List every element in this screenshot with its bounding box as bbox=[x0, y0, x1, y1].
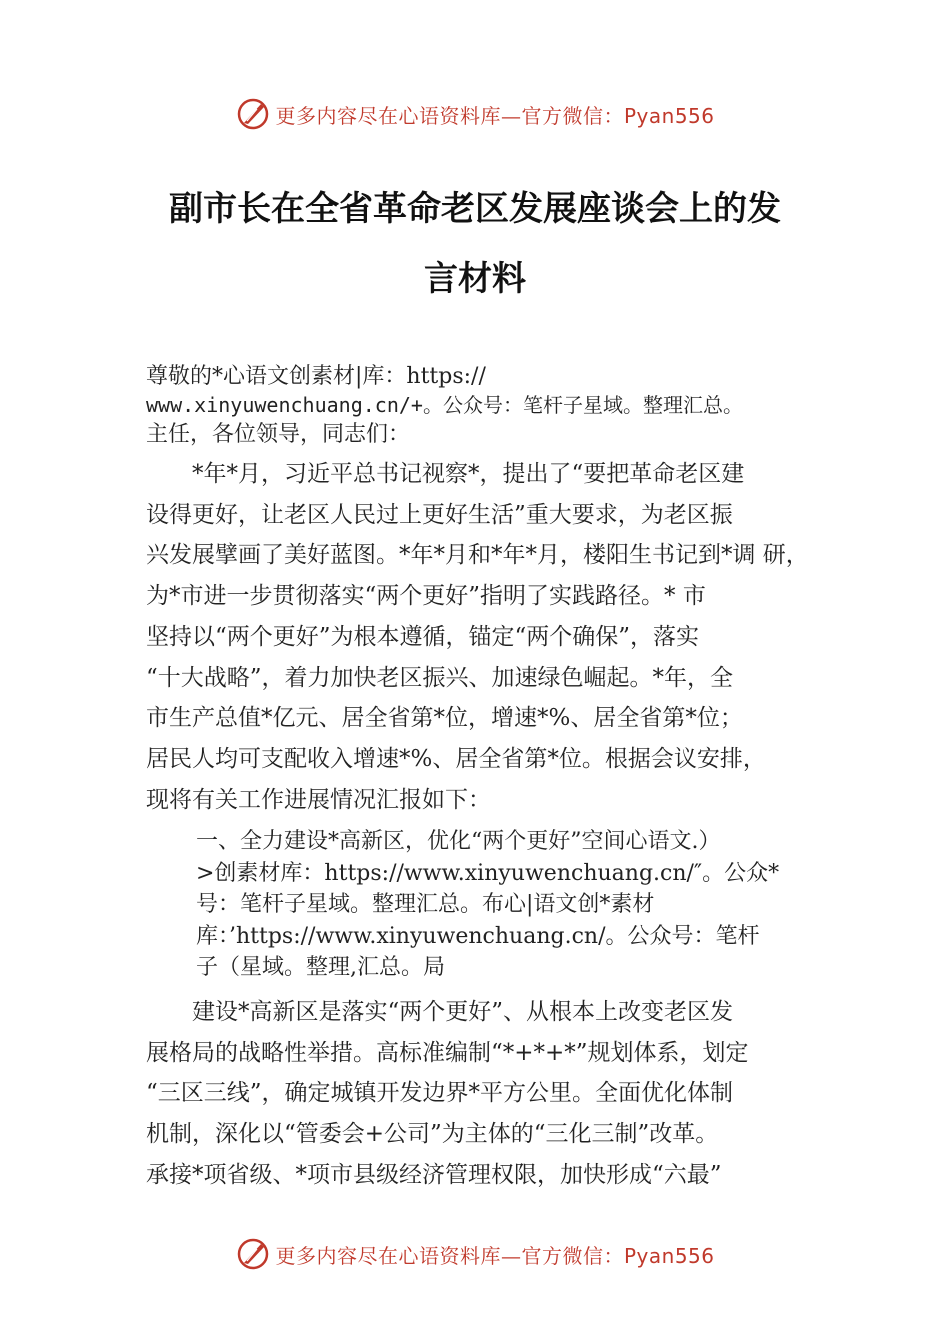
paragraph-line: 展格局的战略性举措。高标准编制“*+*+*”规划体系，划定 bbox=[146, 1039, 749, 1066]
heading-line: 库：’https://www.xinyuwenchuang.cn/。公众号：笔杆 bbox=[196, 923, 760, 949]
paragraph-line: 建设*高新区是落实“两个更好”、从根本上改变老区发 bbox=[146, 999, 734, 1025]
heading-line: 一、全力建设*高新区，优化“两个更好”空间心语文.） bbox=[196, 829, 721, 854]
paragraph-line: *年*月，习近平总书记视察*，提出了“要把革命老区建 bbox=[146, 461, 745, 487]
banner-handle: Pyan556 bbox=[623, 103, 715, 128]
greeting-line: www.xinyuwenchuang.cn/+。公众号：笔杆子星域。整理汇总。 bbox=[146, 393, 743, 417]
paragraph-line: 现将有关工作进展情况汇报如下： bbox=[146, 786, 491, 813]
paragraph-line: 为*市进一步贯彻落实“两个更好”指明了实践路径。* 市 bbox=[146, 583, 706, 610]
document-title-line-2: 言材料 bbox=[424, 259, 526, 299]
header-watermark-banner bbox=[0, 92, 950, 136]
footer-watermark-banner bbox=[0, 1232, 950, 1276]
document-title-line-1: 副市长在全省革命老区发展座谈会上的发 bbox=[169, 189, 781, 229]
paragraph-line: “三区三线”，确定城镇开发边界*平方公里。全面优化体制 bbox=[146, 1080, 734, 1107]
paragraph-line: 坚持以“两个更好”为根本遵循，锚定“两个确保”，落实 bbox=[146, 623, 700, 650]
paragraph-line: 设得更好，让老区人民过上更好生活”重大要求，为老区振 bbox=[146, 501, 733, 528]
quill-logo-icon bbox=[235, 96, 271, 132]
paragraph-line: “十大战略”，着力加快老区振兴、加速绿色崛起。*年，全 bbox=[146, 664, 734, 691]
paragraph-line: 机制，深化以“管委会+公司”为主体的“三化三制”改革。 bbox=[146, 1121, 719, 1148]
intro-paragraph bbox=[146, 454, 826, 820]
paragraph-line: 市生产总值*亿元、居全省第*位，增速*%、居全省第*位； bbox=[146, 705, 743, 732]
section-1-body bbox=[146, 992, 826, 1196]
banner-text: 更多内容尽在心语资料库—官方微信：Pyan556 bbox=[275, 1243, 715, 1268]
heading-line: >创素材库：https://www.xinyuwenchuang.cn/″。公众* bbox=[196, 860, 780, 886]
paragraph-line: 兴发展擘画了美好蓝图。*年*月和*年*月，楼阳生书记到*调 研， bbox=[146, 542, 809, 569]
greeting-line: 尊敬的*心语文创素材|库：https:// bbox=[146, 364, 486, 389]
heading-line: 号：笔杆子星域。整理汇总。布心|语文创*素材 bbox=[196, 892, 655, 917]
banner-text: 更多内容尽在心语资料库—官方微信：Pyan556 bbox=[275, 103, 715, 128]
paragraph-line: 承接*项省级、*项市县级经济管理权限，加快形成“六最” bbox=[146, 1161, 722, 1188]
paragraph-line: 居民人均可支配收入增速*%、居全省第*位。根据会议安排， bbox=[146, 745, 766, 772]
quill-logo-icon bbox=[235, 1236, 271, 1272]
section-1-heading bbox=[196, 826, 836, 984]
greeting-line: 主任，各位领导，同志们： bbox=[146, 422, 411, 447]
banner-handle: Pyan556 bbox=[623, 1243, 715, 1268]
heading-line: 子（星域。整理,汇总。局 bbox=[196, 955, 445, 980]
greeting-block bbox=[146, 362, 846, 449]
